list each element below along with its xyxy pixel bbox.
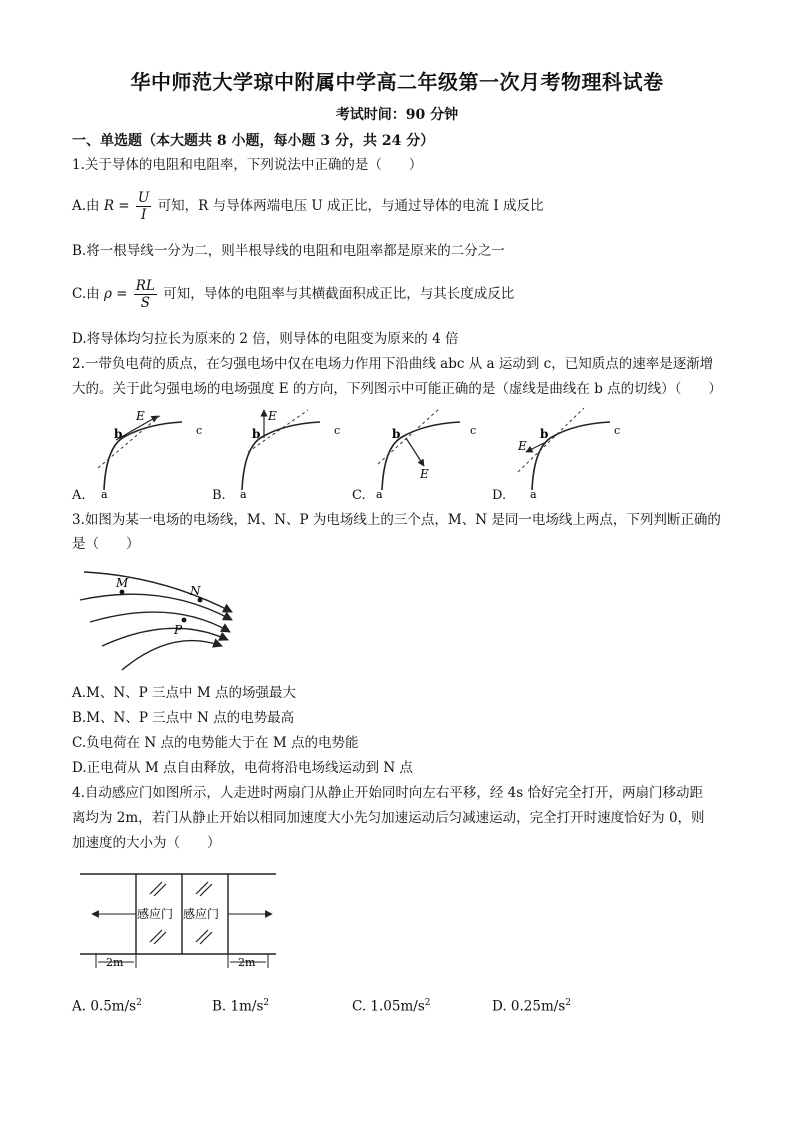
- q1-c-numerator: RL: [135, 278, 155, 294]
- q4-door-right-label: 感应门: [183, 907, 220, 921]
- q1-option-d: D.将导体均匀拉长为原来的 2 倍，则导体的电阻变为原来的 4 倍: [72, 331, 459, 347]
- section-heading: 一、单选题（本大题共 8 小题，每小题 3 分，共 24 分）: [72, 133, 435, 149]
- q2-b-point-b: b: [252, 427, 261, 441]
- q4-option-a: [72, 992, 142, 1018]
- q4-option-a-text: A. 0.5m/s: [72, 998, 137, 1015]
- q4-door-diagram: [76, 866, 282, 972]
- q2-diagram-a: [98, 409, 202, 501]
- q2-c-point-b: b: [392, 427, 401, 441]
- q2-a-point-b: b: [114, 427, 123, 441]
- q2-d-point-a: a: [530, 488, 537, 501]
- q4-stem-line2: 离均为 2m，若门从静止开始以相同加速度大小先匀加速运动后匀减速运动，完全打开时速度恰好为 0，则: [72, 810, 705, 826]
- q2-diagram-b: [240, 409, 340, 501]
- q1-option-b: B.将一根导线一分为二，则半根导线的电阻和电阻率都是原来的二分之一: [72, 243, 505, 259]
- q4-dist-left: 2m: [106, 956, 124, 969]
- q4-option-b-exp: 2: [263, 998, 270, 1008]
- q3-option-c: C.负电荷在 N 点的电势能大于在 M 点的电势能: [72, 735, 359, 751]
- q4-stem-line1: 4.自动感应门如图所示，人走进时两扇门从静止开始同时向左右平移，经 4s 恰好完全打开，两扇门移动距: [72, 785, 703, 801]
- q2-a-point-c: c: [196, 424, 203, 437]
- q1-c-fraction: [134, 278, 157, 311]
- q2-c-point-a: a: [376, 488, 383, 501]
- q1-c-suffix: 可知，导体的电阻率与其横截面积成正比，与其长度成反比: [163, 286, 515, 302]
- q2-c-field-label: E: [420, 467, 429, 481]
- q2-a-point-a: a: [101, 488, 108, 501]
- q2-diagram-c: [376, 408, 476, 501]
- q1-a-fraction: [136, 190, 151, 223]
- q1-option-a: [72, 190, 543, 223]
- q4-option-d-text: D. 0.25m/s: [492, 998, 566, 1015]
- q2-a-field-label: E: [136, 409, 145, 423]
- q4-option-b-text: B. 1m/s: [212, 998, 264, 1015]
- q4-option-c: [352, 992, 431, 1018]
- q4-door-left-label: 感应门: [137, 907, 174, 921]
- q3-option-a: A.M、N、P 三点中 M 点的场强最大: [72, 685, 296, 701]
- q3-point-m: M: [116, 576, 129, 590]
- q2-stem-line1: 2.一带负电荷的质点，在匀强电场中仅在电场力作用下沿曲线 abc 从 a 运动到 c，已知质点的速率是逐渐增: [72, 356, 714, 372]
- q2-d-point-c: c: [614, 424, 621, 437]
- q2-c-point-c: c: [470, 424, 477, 437]
- q1-c-prefix: C.由: [72, 286, 100, 302]
- q4-option-d-exp: 2: [565, 998, 571, 1008]
- page-title: 华中师范大学琼中附属中学高二年级第一次月考物理科试卷: [130, 70, 664, 94]
- q1-c-denominator: S: [140, 295, 150, 311]
- q1-a-formula: R =: [103, 198, 130, 214]
- q4-dist-right: 2m: [238, 956, 256, 969]
- q2-b-point-c: c: [334, 424, 341, 437]
- exam-time: 考试时间：90 分钟: [335, 107, 459, 123]
- q4-option-c-text: C. 1.05m/s: [352, 998, 425, 1015]
- q2-diagram-d: [517, 408, 620, 501]
- q4-option-a-exp: 2: [136, 998, 142, 1008]
- q2-label-c: C.: [352, 488, 366, 503]
- q3-stem-line1: 3.如图为某一电场的电场线，M、N、P 为电场线上的三个点，M、N 是同一电场线上两点，下列判断正确的: [72, 512, 721, 528]
- q3-option-b: B.M、N、P 三点中 N 点的电势最高: [72, 710, 295, 726]
- q2-diagrams: [72, 402, 621, 502]
- q1-a-prefix: A.由: [72, 198, 100, 214]
- q1-a-denominator: I: [140, 207, 147, 223]
- q2-label-a: A.: [72, 488, 86, 503]
- q3-point-n: N: [190, 584, 201, 598]
- q4-option-c-exp: 2: [424, 998, 431, 1008]
- q4-option-d: [492, 992, 571, 1018]
- q3-stem-line2: 是（ ）: [72, 536, 140, 552]
- q4-stem-line3: 加速度的大小为（ ）: [72, 835, 221, 851]
- q2-b-field-label: E: [268, 409, 277, 423]
- q3-field-lines-diagram: [72, 562, 252, 674]
- q3-option-d: D.正电荷从 M 点自由释放，电荷将沿电场线运动到 N 点: [72, 760, 413, 776]
- q1-a-suffix: 可知，R 与导体两端电压 U 成正比，与通过导体的电流 I 成反比: [157, 198, 544, 214]
- q2-d-field-label: E: [518, 439, 527, 453]
- q2-label-d: D.: [492, 488, 507, 503]
- q4-option-b: [212, 992, 269, 1018]
- q3-point-p: P: [174, 623, 183, 637]
- q2-stem-line2: 大的。关于此匀强电场的电场强度 E 的方向，下列图示中可能正确的是（虚线是曲线在 b 点的切线）（ ）: [72, 381, 722, 397]
- q2-d-point-b: b: [540, 427, 549, 441]
- q2-b-point-a: a: [240, 488, 247, 501]
- q2-label-b: B.: [212, 488, 226, 503]
- q1-c-formula: ρ =: [103, 286, 128, 302]
- q1-a-numerator: U: [137, 190, 150, 206]
- q1-option-c: [72, 278, 514, 311]
- q1-stem: 1.关于导体的电阻和电阻率，下列说法中正确的是（ ）: [72, 157, 423, 173]
